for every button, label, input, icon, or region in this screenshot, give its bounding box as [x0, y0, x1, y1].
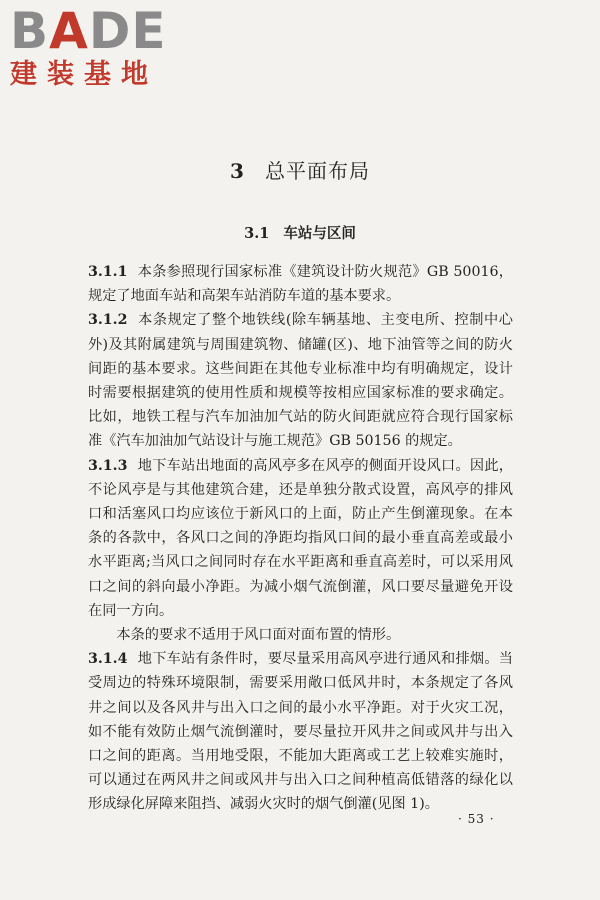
chapter-number: 3 [230, 159, 245, 183]
chapter-title: 总平面布局 [264, 159, 370, 183]
paragraph-3-1-1 [88, 260, 513, 308]
clause-number: 3.1.4 [88, 651, 128, 668]
paragraph-text: 本条参照现行国家标准《建筑设计防火规范》GB 50016，规定了地面车站和高架车站消防车道的基本要求。 [88, 264, 513, 305]
section-number: 3.1 [244, 225, 270, 242]
paragraph-3-1-4 [88, 647, 513, 816]
body-text [88, 260, 513, 817]
section-title: 车站与区间 [283, 225, 356, 242]
paragraph-text: 地下车站有条件时，要尽量采用高风亭进行通风和排烟。当受周边的特殊环境限制，需要采用敞口低风井时，本条规定了各风井之间以及各风井与出入口之间的最小水平净距。对于火灾工况，如不能有效防止烟气流倒灌时，要尽量拉开风井之间或风井与出入口之间的距离。当用地受限，不能加大距离或工艺上较难实施时，可以通过在两风井之间或风井与出入口之间种植高低错落的绿化以形成绿化屏障来阻挡、减弱火灾时的烟气倒灌(见图 1)。 [88, 651, 513, 813]
paragraph-3-1-2 [88, 308, 513, 453]
chapter-heading [0, 155, 600, 184]
page-number: · 53 · [458, 812, 495, 826]
section-heading [0, 222, 600, 243]
logo [10, 2, 180, 92]
logo-subtitle: 建装基地 [10, 59, 158, 90]
paragraph-text: 本条规定了整个地铁线(除车辆基地、主变电所、控制中心外)及其附属建筑与周围建筑物、储罐(区)、地下油管等之间的防火间距的基本要求。这些间距在其他专业标准中均有明确规定，设计时需要根据建筑的使用性质和规模等按相应国家标准的要求确定。比如，地铁工程与汽车加油加气站的防火间距就应符合现行国家标准《汽车加油加气站设计与施工规范》GB 50156 的规定。 [88, 312, 513, 450]
logo-wordmark: BADE [10, 2, 167, 60]
clause-number: 3.1.1 [88, 264, 128, 280]
paragraph-note [88, 623, 513, 647]
clause-number: 3.1.3 [88, 457, 128, 474]
clause-number: 3.1.2 [88, 312, 128, 329]
paragraph-text: 本条的要求不适用于风口面对面布置的情形。 [116, 627, 401, 644]
paragraph-text: 地下车站出地面的高风亭多在风亭的侧面开设风口。因此，不论风亭是与其他建筑合建，还是单独分散式设置，高风亭的排风口和活塞风口均应该位于新风口的上面，防止产生倒灌现象。在本条的各款中，各风口之间的净距均指风口间的最小垂直高差或最小水平距离;当风口之间同时存在水平距离和垂直高差时，可以采用风口之间的斜向最小净距。为减小烟气流倒灌，风口要尽量避免开设在同一方向。 [88, 457, 513, 619]
paragraph-3-1-3 [88, 454, 513, 623]
